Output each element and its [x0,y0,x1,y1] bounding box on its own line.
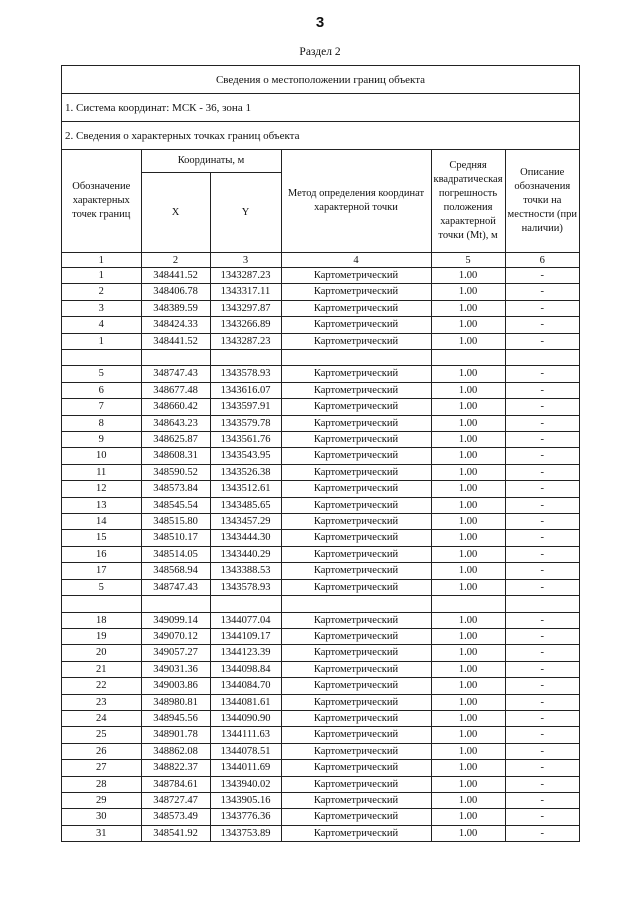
header-point-label: Обозначение характерных точек границ [62,150,141,253]
section-title: Раздел 2 [299,46,341,58]
cell-error: 1.00 [431,546,505,562]
cell-point-number: 16 [62,546,141,562]
cell-method: Картометрический [281,382,431,398]
cell-point-number: 17 [62,563,141,579]
cell-x: 348945.56 [141,710,210,726]
header-coordinates: Координаты, м [141,150,281,173]
cell-method: Картометрический [281,317,431,333]
table-row [62,399,579,415]
table-row [62,825,579,841]
cell-x: 348515.80 [141,514,210,530]
cell-y: 1343485.65 [210,497,281,513]
cell-y: 1344084.70 [210,678,281,694]
table-row [62,546,579,562]
cell-method: Картометрический [281,661,431,677]
table-row [62,678,579,694]
cell-y: 1343543.95 [210,448,281,464]
cell-y: 1343287.23 [210,333,281,349]
cell-y: 1344098.84 [210,661,281,677]
cell-error [431,596,505,612]
table-row [62,727,579,743]
cell-y: 1343776.36 [210,809,281,825]
cell-x: 348747.43 [141,366,210,382]
table-row [62,661,579,677]
cell-error: 1.00 [431,514,505,530]
cell-error: 1.00 [431,563,505,579]
cell-description: - [505,268,579,284]
cell-description: - [505,464,579,480]
cell-y [210,596,281,612]
cell-method: Картометрический [281,809,431,825]
cell-error: 1.00 [431,284,505,300]
cell-method: Картометрический [281,579,431,595]
cell-x: 348510.17 [141,530,210,546]
table-row [62,743,579,759]
cell-point-number: 9 [62,432,141,448]
cell-description: - [505,481,579,497]
column-number: 5 [431,253,505,268]
cell-error: 1.00 [431,743,505,759]
cell-method: Картометрический [281,546,431,562]
table-row [62,497,579,513]
cell-x: 348406.78 [141,284,210,300]
cell-point-number: 23 [62,694,141,710]
cell-description: - [505,497,579,513]
cell-method: Картометрический [281,612,431,628]
cell-x: 348573.49 [141,809,210,825]
cell-x: 348545.54 [141,497,210,513]
cell-error: 1.00 [431,727,505,743]
cell-point-number: 4 [62,317,141,333]
cell-method: Картометрический [281,464,431,480]
cell-x: 348677.48 [141,382,210,398]
points-table-body [62,268,579,842]
cell-x: 348568.94 [141,563,210,579]
cell-x: 348980.81 [141,694,210,710]
cell-error: 1.00 [431,448,505,464]
cell-method: Картометрический [281,694,431,710]
cell-description: - [505,300,579,316]
cell-point-number: 5 [62,366,141,382]
cell-method: Картометрический [281,776,431,792]
cell-description: - [505,415,579,431]
cell-error: 1.00 [431,661,505,677]
cell-y: 1343597.91 [210,399,281,415]
cell-error: 1.00 [431,317,505,333]
table-row [62,628,579,644]
cell-y: 1344077.04 [210,612,281,628]
cell-y: 1343579.78 [210,415,281,431]
cell-error: 1.00 [431,678,505,694]
cell-error: 1.00 [431,645,505,661]
table-row [62,284,579,300]
cell-method: Картометрический [281,268,431,284]
cell-method: Картометрический [281,760,431,776]
cell-x: 348747.43 [141,579,210,595]
table-row [62,317,579,333]
cell-description: - [505,710,579,726]
cell-y: 1344123.39 [210,645,281,661]
table-row-separator [62,350,579,366]
cell-error: 1.00 [431,415,505,431]
table-row [62,333,579,349]
cell-y: 1343578.93 [210,366,281,382]
cell-y: 1343457.29 [210,514,281,530]
column-number: 1 [62,253,141,268]
cell-x: 348541.92 [141,825,210,841]
cell-point-number: 5 [62,579,141,595]
points-table [62,150,579,841]
cell-x: 349070.12 [141,628,210,644]
cell-description: - [505,612,579,628]
cell-description: - [505,317,579,333]
cell-description: - [505,645,579,661]
cell-method: Картометрический [281,366,431,382]
cell-method: Картометрический [281,399,431,415]
cell-point-number: 14 [62,514,141,530]
cell-error: 1.00 [431,628,505,644]
header-error: Средняя квадратическая погрешность положения характерной точки (Mt), м [431,150,505,253]
table-row [62,382,579,398]
cell-point-number [62,350,141,366]
cell-point-number: 2 [62,284,141,300]
cell-description: - [505,760,579,776]
cell-description: - [505,333,579,349]
cell-description: - [505,694,579,710]
cell-method: Картометрический [281,792,431,808]
cell-point-number: 22 [62,678,141,694]
cell-method: Картометрический [281,432,431,448]
cell-y: 1343753.89 [210,825,281,841]
cell-point-number: 10 [62,448,141,464]
cell-x: 348660.42 [141,399,210,415]
table-row [62,514,579,530]
cell-error: 1.00 [431,399,505,415]
cell-error: 1.00 [431,464,505,480]
cell-y: 1343526.38 [210,464,281,480]
cell-error: 1.00 [431,432,505,448]
table-row [62,268,579,284]
cell-method: Картометрический [281,825,431,841]
header-x: X [141,173,210,253]
table-row [62,579,579,595]
cell-x: 348784.61 [141,776,210,792]
cell-description: - [505,743,579,759]
cell-x: 348389.59 [141,300,210,316]
cell-x: 348514.05 [141,546,210,562]
cell-description: - [505,825,579,841]
cell-point-number: 27 [62,760,141,776]
cell-point-number: 24 [62,710,141,726]
cell-point-number: 25 [62,727,141,743]
header-y: Y [210,173,281,253]
cell-point-number: 20 [62,645,141,661]
cell-y: 1343317.11 [210,284,281,300]
cell-description: - [505,366,579,382]
cell-y: 1343940.02 [210,776,281,792]
cell-y: 1343512.61 [210,481,281,497]
cell-method: Картометрический [281,710,431,726]
cell-point-number: 12 [62,481,141,497]
cell-description: - [505,546,579,562]
cell-x: 348424.33 [141,317,210,333]
cell-error: 1.00 [431,612,505,628]
cell-point-number: 1 [62,268,141,284]
cell-description: - [505,727,579,743]
cell-error: 1.00 [431,382,505,398]
cell-point-number: 31 [62,825,141,841]
cell-point-number: 7 [62,399,141,415]
cell-method: Картометрический [281,448,431,464]
cell-y: 1343616.07 [210,382,281,398]
cell-description: - [505,776,579,792]
table-row [62,432,579,448]
cell-point-number: 19 [62,628,141,644]
boundary-table-frame [61,65,580,842]
cell-point-number: 30 [62,809,141,825]
cell-description: - [505,399,579,415]
points-heading: 2. Сведения о характерных точках границ объекта [62,122,579,150]
cell-x: 348625.87 [141,432,210,448]
cell-x: 349057.27 [141,645,210,661]
table-row [62,612,579,628]
cell-description: - [505,432,579,448]
cell-y: 1343561.76 [210,432,281,448]
cell-x: 348643.23 [141,415,210,431]
table-row [62,645,579,661]
cell-method: Картометрический [281,563,431,579]
column-number: 2 [141,253,210,268]
cell-point-number [62,596,141,612]
cell-method: Картометрический [281,530,431,546]
cell-x: 348862.08 [141,743,210,759]
cell-error: 1.00 [431,530,505,546]
cell-description: - [505,792,579,808]
cell-method: Картометрический [281,300,431,316]
cell-point-number: 1 [62,333,141,349]
cell-x: 349003.86 [141,678,210,694]
cell-description: - [505,579,579,595]
cell-error: 1.00 [431,809,505,825]
cell-method [281,350,431,366]
cell-method: Картометрический [281,497,431,513]
cell-error: 1.00 [431,268,505,284]
cell-error: 1.00 [431,776,505,792]
cell-error: 1.00 [431,366,505,382]
table-row [62,415,579,431]
cell-error: 1.00 [431,497,505,513]
cell-y: 1344090.90 [210,710,281,726]
cell-point-number: 21 [62,661,141,677]
cell-point-number: 8 [62,415,141,431]
cell-y: 1344081.61 [210,694,281,710]
cell-description: - [505,382,579,398]
table-title: Сведения о местоположении границ объекта [62,66,579,94]
cell-x: 349031.36 [141,661,210,677]
cell-method: Картометрический [281,645,431,661]
cell-error: 1.00 [431,710,505,726]
cell-description: - [505,628,579,644]
cell-description: - [505,563,579,579]
cell-point-number: 15 [62,530,141,546]
cell-error: 1.00 [431,825,505,841]
cell-method: Картометрический [281,333,431,349]
cell-y: 1344111.63 [210,727,281,743]
table-row-separator [62,596,579,612]
cell-description: - [505,284,579,300]
cell-point-number: 13 [62,497,141,513]
table-row [62,300,579,316]
cell-y: 1344109.17 [210,628,281,644]
cell-point-number: 26 [62,743,141,759]
page-number: 3 [315,14,325,31]
table-row [62,563,579,579]
cell-x: 348590.52 [141,464,210,480]
table-row [62,366,579,382]
cell-description [505,596,579,612]
cell-y: 1343297.87 [210,300,281,316]
cell-y: 1343905.16 [210,792,281,808]
table-row [62,792,579,808]
table-row [62,710,579,726]
cell-error [431,350,505,366]
cell-y: 1343287.23 [210,268,281,284]
cell-method: Картометрический [281,514,431,530]
cell-error: 1.00 [431,333,505,349]
cell-error: 1.00 [431,792,505,808]
cell-x: 348901.78 [141,727,210,743]
table-row [62,530,579,546]
cell-point-number: 18 [62,612,141,628]
table-row [62,464,579,480]
table-row [62,448,579,464]
cell-method: Картометрический [281,743,431,759]
cell-error: 1.00 [431,300,505,316]
cell-y [210,350,281,366]
cell-x: 348441.52 [141,268,210,284]
cell-description: - [505,530,579,546]
cell-point-number: 11 [62,464,141,480]
column-number: 4 [281,253,431,268]
cell-method: Картометрический [281,415,431,431]
cell-x: 348608.31 [141,448,210,464]
cell-description [505,350,579,366]
cell-method: Картометрический [281,727,431,743]
cell-description: - [505,661,579,677]
cell-error: 1.00 [431,481,505,497]
cell-y: 1344078.51 [210,743,281,759]
cell-x [141,350,210,366]
cell-point-number: 28 [62,776,141,792]
cell-description: - [505,514,579,530]
cell-y: 1343444.30 [210,530,281,546]
cell-x: 349099.14 [141,612,210,628]
cell-y: 1343440.29 [210,546,281,562]
cell-x: 348441.52 [141,333,210,349]
cell-method: Картометрический [281,284,431,300]
coordinate-system-line: 1. Система координат: МСК - 36, зона 1 [62,94,579,122]
cell-point-number: 29 [62,792,141,808]
table-row [62,809,579,825]
cell-y: 1343266.89 [210,317,281,333]
cell-x: 348727.47 [141,792,210,808]
cell-description: - [505,809,579,825]
cell-x: 348822.37 [141,760,210,776]
cell-error: 1.00 [431,760,505,776]
cell-y: 1343388.53 [210,563,281,579]
cell-y: 1343578.93 [210,579,281,595]
cell-x [141,596,210,612]
cell-method: Картометрический [281,678,431,694]
table-row [62,481,579,497]
table-row [62,776,579,792]
cell-method: Картометрический [281,628,431,644]
column-number: 3 [210,253,281,268]
cell-point-number: 6 [62,382,141,398]
cell-description: - [505,678,579,694]
cell-method [281,596,431,612]
header-method: Метод определения координат характерной точки [281,150,431,253]
column-number: 6 [505,253,579,268]
cell-description: - [505,448,579,464]
cell-point-number: 3 [62,300,141,316]
cell-error: 1.00 [431,579,505,595]
header-description: Описание обозначения точки на местности (при наличии) [505,150,579,253]
cell-error: 1.00 [431,694,505,710]
cell-x: 348573.84 [141,481,210,497]
table-row [62,694,579,710]
cell-y: 1344011.69 [210,760,281,776]
cell-method: Картометрический [281,481,431,497]
table-row [62,760,579,776]
